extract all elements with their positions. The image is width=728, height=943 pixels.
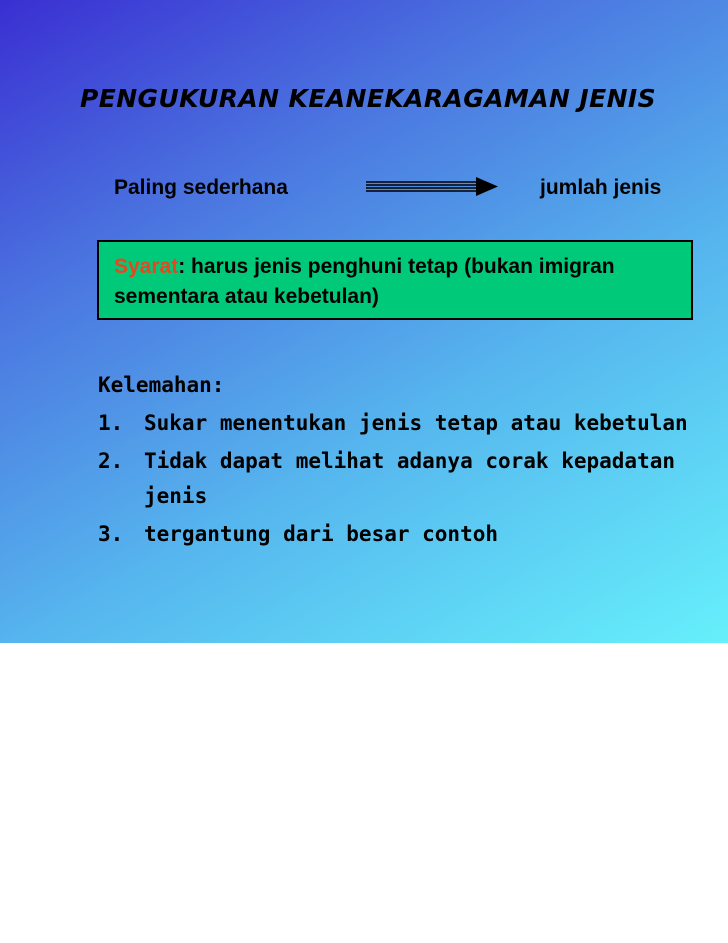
simple-label: Paling sederhana [114,176,288,199]
list-item [98,517,718,552]
species-count-label: jumlah jenis [540,176,662,199]
list-item [98,406,718,441]
list-item-number: 3. [98,522,124,546]
requirement-box [97,240,693,320]
list-item-text: Sukar menentukan jenis tetap atau kebetulan [144,411,688,435]
slide-title: PENGUKURAN KEANEKARAGAMAN JENIS [80,84,656,113]
list-item-number: 1. [98,411,124,435]
requirement-label: Syarat [114,255,179,278]
list-item-number: 2. [98,449,124,473]
right-arrow-icon [366,176,498,198]
simple-measure-row [0,174,728,206]
weaknesses-section [98,368,718,552]
list-item-text: Tidak dapat melihat adanya corak kepadatan jenis [144,449,676,508]
weaknesses-heading: Kelemahan: [98,373,225,397]
list-item [98,444,718,514]
list-item-text: tergantung dari besar contoh [144,522,499,546]
requirement-text: : harus jenis penghuni tetap (bukan imigran sementara atau kebetulan) [114,255,615,308]
